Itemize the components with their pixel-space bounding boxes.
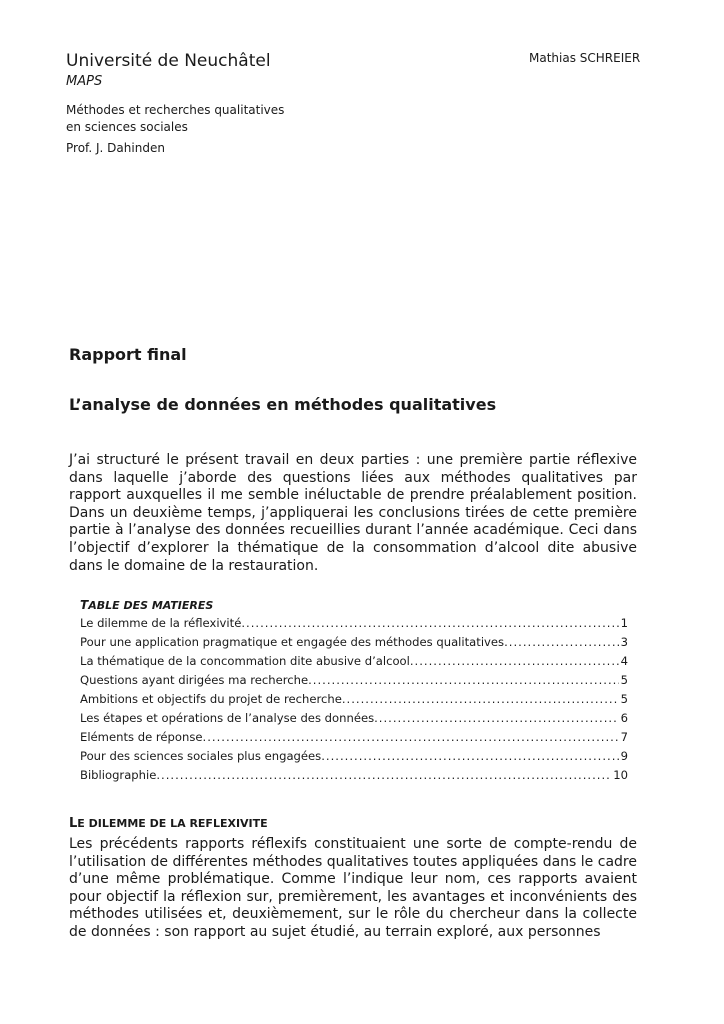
toc-entry-label: Pour des sciences sociales plus engagées: [80, 749, 322, 763]
course-title-line1: Méthodes et recherches qualitatives: [66, 103, 285, 117]
toc-entry-page: 5: [620, 673, 628, 687]
professor-name: Prof. J. Dahinden: [66, 141, 165, 155]
toc-entry[interactable]: [80, 766, 628, 785]
course-title: [66, 102, 284, 136]
toc-entry-label: Le dilemme de la réflexivité: [80, 616, 242, 630]
toc-heading-initial: T: [80, 598, 89, 612]
toc-dot-leader: [504, 633, 619, 652]
toc-entry[interactable]: [80, 747, 628, 766]
toc-entry-page: 5: [620, 692, 628, 706]
toc-entry-label: Ambitions et objectifs du projet de recherche: [80, 692, 342, 706]
toc-dot-leader: [308, 671, 619, 690]
toc-entry[interactable]: [80, 690, 628, 709]
toc-entry-label: Les étapes et opérations de l’analyse des données: [80, 711, 375, 725]
program-name: MAPS: [66, 74, 103, 89]
toc-entry-page: 6: [620, 711, 628, 725]
toc-entry[interactable]: [80, 652, 628, 671]
toc-dot-leader: [203, 728, 619, 747]
toc-entry[interactable]: [80, 671, 628, 690]
report-subtitle: L’analyse de données en méthodes qualitatives: [69, 395, 497, 414]
toc-entry[interactable]: [80, 728, 628, 747]
toc-entry-page: 4: [620, 654, 628, 668]
toc-dot-leader: [410, 652, 619, 671]
toc-dot-leader: [374, 709, 618, 728]
toc-entry-page: 3: [620, 635, 628, 649]
toc-entry[interactable]: [80, 709, 628, 728]
toc-dot-leader: [342, 690, 619, 709]
intro-paragraph: J’ai structuré le présent travail en deux parties : une première partie réflexive dans laquelle j’aborde des questions liées aux méthodes qualitatives par rapport auxquelles il me semble inéluctable de prendre préalablement position. Dans un deuxième temps, j’appliquerai les conclusions tirées de cette première partie à l’analyse des données recueillies durant l’année académique. Ceci dans l’objectif d’explorer la thématique de la consommation d’alcool dite abusive dans le domaine de la restauration.: [69, 452, 637, 574]
table-of-contents: [80, 614, 628, 785]
report-title: Rapport final: [69, 345, 187, 364]
toc-dot-leader: [321, 747, 618, 766]
toc-entry-page: 9: [620, 749, 628, 763]
toc-entry-page: 7: [620, 730, 628, 744]
toc-entry[interactable]: [80, 633, 628, 652]
toc-entry-label: Pour une application pragmatique et engagée des méthodes qualitatives: [80, 635, 505, 649]
toc-entry[interactable]: [80, 614, 628, 633]
toc-entry-page: 1: [620, 616, 628, 630]
university-name: Université de Neuchâtel: [66, 51, 271, 71]
course-title-line2: en sciences sociales: [66, 120, 188, 134]
toc-entry-label: Eléments de réponse: [80, 730, 203, 744]
toc-entry-label: La thématique de la concommation dite abusive d’alcool: [80, 654, 410, 668]
section-heading-rest: E DILEMME DE LA REFLEXIVITE: [77, 817, 268, 830]
toc-dot-leader: [156, 766, 611, 785]
section-heading: [69, 816, 268, 831]
toc-entry-label: Bibliographie: [80, 768, 157, 782]
toc-dot-leader: [241, 614, 618, 633]
section-heading-initial: L: [69, 816, 78, 831]
author-name: Mathias SCHREIER: [529, 51, 641, 65]
toc-entry-page: 10: [613, 768, 628, 782]
toc-heading-rest: ABLE DES MATIERES: [88, 599, 214, 612]
toc-heading: [80, 598, 213, 612]
toc-entry-label: Questions ayant dirigées ma recherche: [80, 673, 309, 687]
section-body: Les précédents rapports réflexifs constituaient une sorte de compte-rendu de l’utilisation de différentes méthodes qualitatives toutes appliquées dans le cadre d’une même problématique. Comme l’indique leur nom, ces rapports avaient pour objectif la réflexion sur, premièrement, les avantages et inconvénients des méthodes utilisées et, deuxièmement, sur le rôle du chercheur dans la collecte de données : son rapport au sujet étudié, au terrain exploré, aux personnes: [69, 836, 637, 940]
